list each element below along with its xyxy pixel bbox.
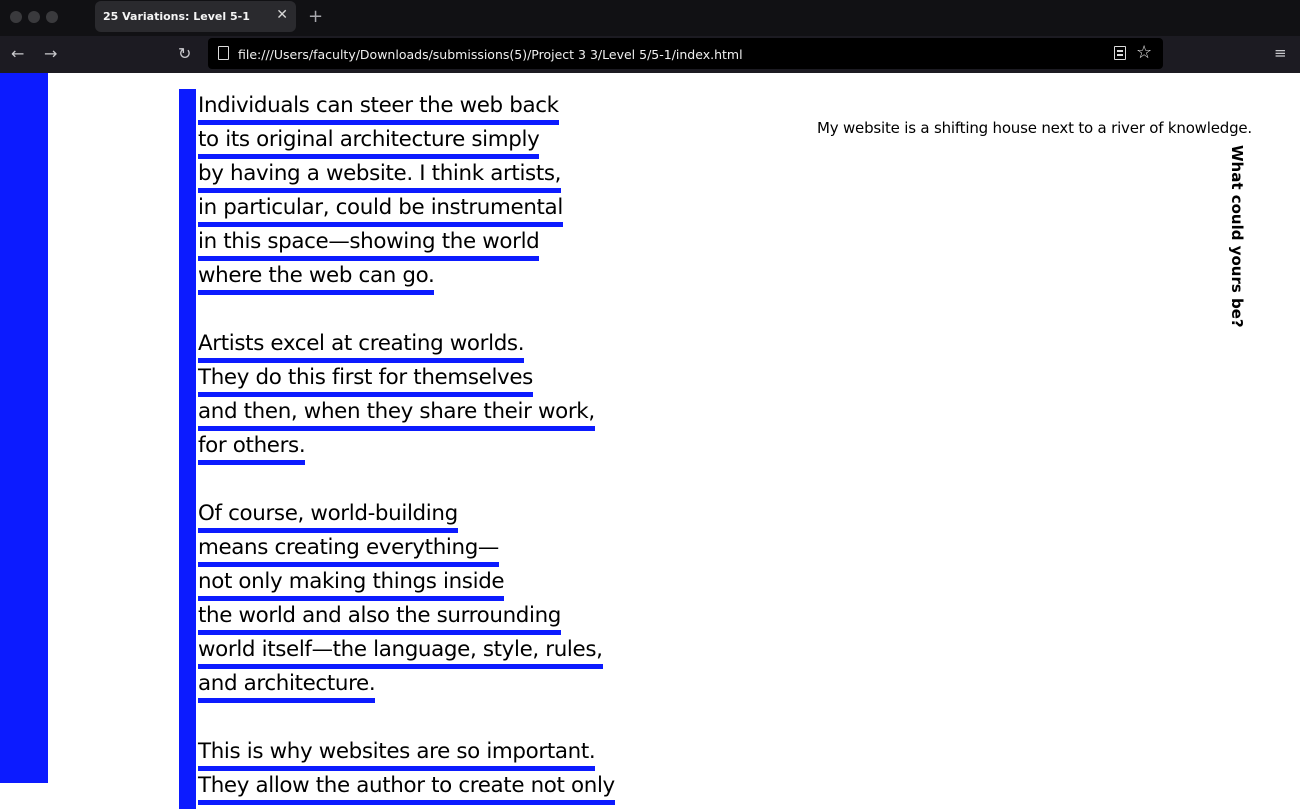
text-line: by having a website. I think artists, xyxy=(198,157,758,191)
text-blue-rule xyxy=(179,89,196,809)
page-content xyxy=(0,73,1300,798)
text-line: in this space—showing the world xyxy=(198,225,758,259)
text-line: and then, when they share their work, xyxy=(198,395,758,429)
text-line: in particular, could be instrumental xyxy=(198,191,758,225)
text-line: to its original architecture simply xyxy=(198,123,758,157)
maximize-window-dot[interactable] xyxy=(46,11,58,23)
address-bar[interactable] xyxy=(208,38,1163,69)
left-blue-bar xyxy=(0,73,48,783)
new-tab-icon[interactable]: + xyxy=(308,6,324,27)
text-line: not only making things inside xyxy=(198,565,758,599)
text-line: Artists excel at creating worlds. xyxy=(198,327,758,361)
text-line: They allow the author to create not only xyxy=(198,769,758,803)
text-line: and architecture. xyxy=(198,667,758,701)
text-line: This is why websites are so important. xyxy=(198,735,758,769)
minimize-window-dot[interactable] xyxy=(28,11,40,23)
active-tab[interactable] xyxy=(95,1,296,32)
close-window-dot[interactable] xyxy=(10,11,22,23)
vertical-question: What could yours be? xyxy=(1228,145,1246,328)
text-line: means creating everything— xyxy=(198,531,758,565)
tab-title: 25 Variations: Level 5-1 xyxy=(103,10,250,23)
close-icon[interactable]: ✕ xyxy=(276,7,288,23)
navigation-bar xyxy=(0,36,1300,73)
text-line: where the web can go. xyxy=(198,259,758,293)
back-arrow-icon[interactable]: ← xyxy=(11,44,25,63)
tab-bar xyxy=(0,0,1300,36)
url-text[interactable]: file:///Users/faculty/Downloads/submissions(5)/Project 3 3/Level 5/5-1/index.html xyxy=(238,47,743,62)
hamburger-menu-icon[interactable]: ≡ xyxy=(1274,44,1287,62)
text-line: Individuals can steer the web back xyxy=(198,89,758,123)
text-line: world itself—the language, style, rules, xyxy=(198,633,758,667)
text-line: the world and also the surrounding xyxy=(198,599,758,633)
reader-view-icon[interactable] xyxy=(1114,46,1126,60)
text-line: for others. xyxy=(198,429,758,463)
forward-arrow-icon[interactable]: → xyxy=(44,44,58,63)
text-line: They do this first for themselves xyxy=(198,361,758,395)
reload-icon[interactable]: ↻ xyxy=(178,44,192,63)
essay-text xyxy=(198,89,758,803)
text-line: Of course, world-building xyxy=(198,497,758,531)
page-icon xyxy=(218,46,229,60)
website-tagline: My website is a shifting house next to a river of knowledge. xyxy=(817,119,1252,137)
bookmark-star-icon[interactable]: ☆ xyxy=(1136,42,1153,63)
